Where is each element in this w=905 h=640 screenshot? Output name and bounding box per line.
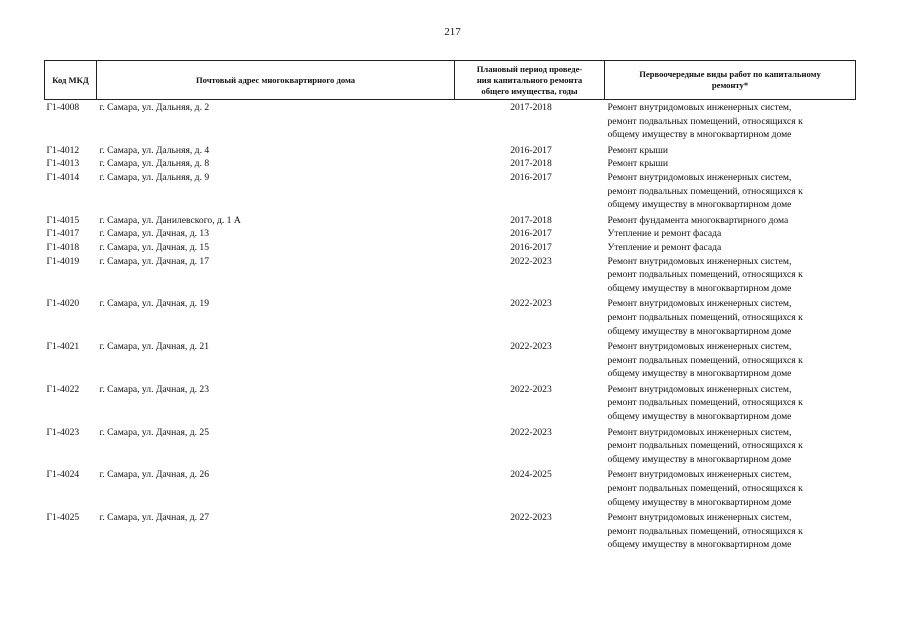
table-header-row: [45, 61, 856, 100]
row-code: Г1-4018: [46, 241, 80, 253]
table-row: [45, 511, 856, 554]
row-period: 2017-2018: [510, 158, 552, 170]
table-row: [45, 241, 856, 255]
table-row: [45, 100, 856, 144]
row-period: 2022-2023: [510, 512, 552, 524]
row-code: Г1-4021: [46, 341, 80, 353]
header-code: Код МКД: [45, 61, 97, 100]
row-code: Г1-4020: [46, 298, 80, 310]
table-row: [45, 157, 856, 171]
row-code: Г1-4015: [46, 214, 80, 226]
row-code: Г1-4017: [46, 228, 80, 240]
row-address: г. Самара, ул. Дачная, д. 25: [99, 426, 209, 438]
table-row: [45, 297, 856, 340]
row-address: г. Самара, ул. Дачная, д. 27: [99, 512, 209, 524]
row-works: Ремонт крыши: [607, 158, 668, 170]
row-period: 2016-2017: [510, 228, 552, 240]
row-address: г. Самара, ул. Дачная, д. 13: [99, 228, 209, 240]
row-period: 2022-2023: [510, 426, 552, 438]
table-row: [45, 340, 856, 383]
row-period: 2022-2023: [510, 255, 552, 267]
row-code: Г1-4013: [46, 158, 80, 170]
row-code: Г1-4012: [46, 144, 80, 156]
row-period: 2022-2023: [510, 341, 552, 353]
row-period: 2016-2017: [510, 144, 552, 156]
row-address: г. Самара, ул. Данилевского, д. 1 А: [99, 214, 241, 226]
row-address: г. Самара, ул. Дальняя, д. 4: [99, 144, 210, 156]
row-code: Г1-4023: [46, 426, 80, 438]
row-works: Ремонт внутридомовых инженерных систем, ремонт подвальных помещений, относящихся к общему имуществу в многоквартирном доме: [607, 512, 803, 551]
table-row: [45, 227, 856, 241]
row-works: Ремонт внутридомовых инженерных систем, ремонт подвальных помещений, относящихся к общему имуществу в многоквартирном доме: [607, 469, 803, 508]
row-address: г. Самара, ул. Дальняя, д. 8: [99, 158, 210, 170]
header-works: Первоочередные виды работ по капитальному ремонту*: [605, 61, 856, 100]
row-works: Ремонт внутридомовых инженерных систем, ремонт подвальных помещений, относящихся к общему имуществу в многоквартирном доме: [607, 102, 803, 141]
page-number: 217: [444, 26, 461, 38]
row-code: Г1-4022: [46, 383, 80, 395]
row-works: Ремонт внутридомовых инженерных систем, ремонт подвальных помещений, относящихся к общему имуществу в многоквартирном доме: [607, 171, 803, 211]
table-row: [45, 468, 856, 511]
row-address: г. Самара, ул. Дачная, д. 21: [99, 341, 209, 353]
row-period: 2017-2018: [510, 214, 552, 226]
table-body: [45, 100, 856, 555]
row-address: г. Самара, ул. Дачная, д. 23: [99, 383, 209, 395]
row-address: г. Самара, ул. Дачная, д. 19: [99, 298, 209, 310]
row-works: Ремонт внутридомовых инженерных систем, ремонт подвальных помещений, относящихся к общему имуществу в многоквартирном доме: [607, 383, 803, 423]
table-row: [45, 144, 856, 158]
table-row: [45, 255, 856, 298]
row-period: 2017-2018: [510, 102, 552, 113]
table-row: [45, 171, 856, 214]
row-works: Ремонт внутридомовых инженерных систем, ремонт подвальных помещений, относящихся к общему имуществу в многоквартирном доме: [607, 341, 803, 380]
row-code: Г1-4025: [46, 512, 80, 524]
row-works: Утепление и ремонт фасада: [607, 241, 722, 253]
table-row: [45, 383, 856, 426]
row-works: Ремонт внутридомовых инженерных систем, ремонт подвальных помещений, относящихся к общему имуществу в многоквартирном доме: [607, 426, 803, 465]
row-period: 2022-2023: [510, 383, 552, 395]
row-period: 2016-2017: [510, 241, 552, 253]
row-address: г. Самара, ул. Дачная, д. 17: [99, 255, 209, 267]
row-address: г. Самара, ул. Дачная, д. 26: [99, 469, 209, 481]
row-code: Г1-4014: [46, 171, 80, 183]
row-period: 2022-2023: [510, 298, 552, 310]
row-works: Ремонт внутридомовых инженерных систем, ремонт подвальных помещений, относящихся к общему имуществу в многоквартирном доме: [607, 255, 803, 294]
row-period: 2024-2025: [510, 469, 552, 481]
row-works: Ремонт фундамента многоквартирного дома: [607, 214, 789, 226]
row-code: Г1-4008: [46, 102, 80, 113]
capital-repair-table: [44, 60, 856, 554]
header-address: Почтовый адрес многоквартирного дома: [97, 61, 455, 100]
row-works: Ремонт внутридомовых инженерных систем, ремонт подвальных помещений, относящихся к общему имуществу в многоквартирном доме: [607, 298, 803, 337]
row-works: Утепление и ремонт фасада: [607, 228, 722, 240]
row-address: г. Самара, ул. Дачная, д. 15: [99, 241, 209, 253]
table-row: [45, 426, 856, 469]
row-code: Г1-4019: [46, 255, 80, 267]
table-row: [45, 214, 856, 228]
row-address: г. Самара, ул. Дальняя, д. 2: [99, 102, 210, 113]
header-period: Плановый период проведе- ния капитального ремонта общего имущества, годы: [455, 61, 605, 100]
row-code: Г1-4024: [46, 469, 80, 481]
row-works: Ремонт крыши: [607, 144, 668, 156]
row-address: г. Самара, ул. Дальняя, д. 9: [99, 171, 210, 183]
row-period: 2016-2017: [510, 171, 552, 183]
